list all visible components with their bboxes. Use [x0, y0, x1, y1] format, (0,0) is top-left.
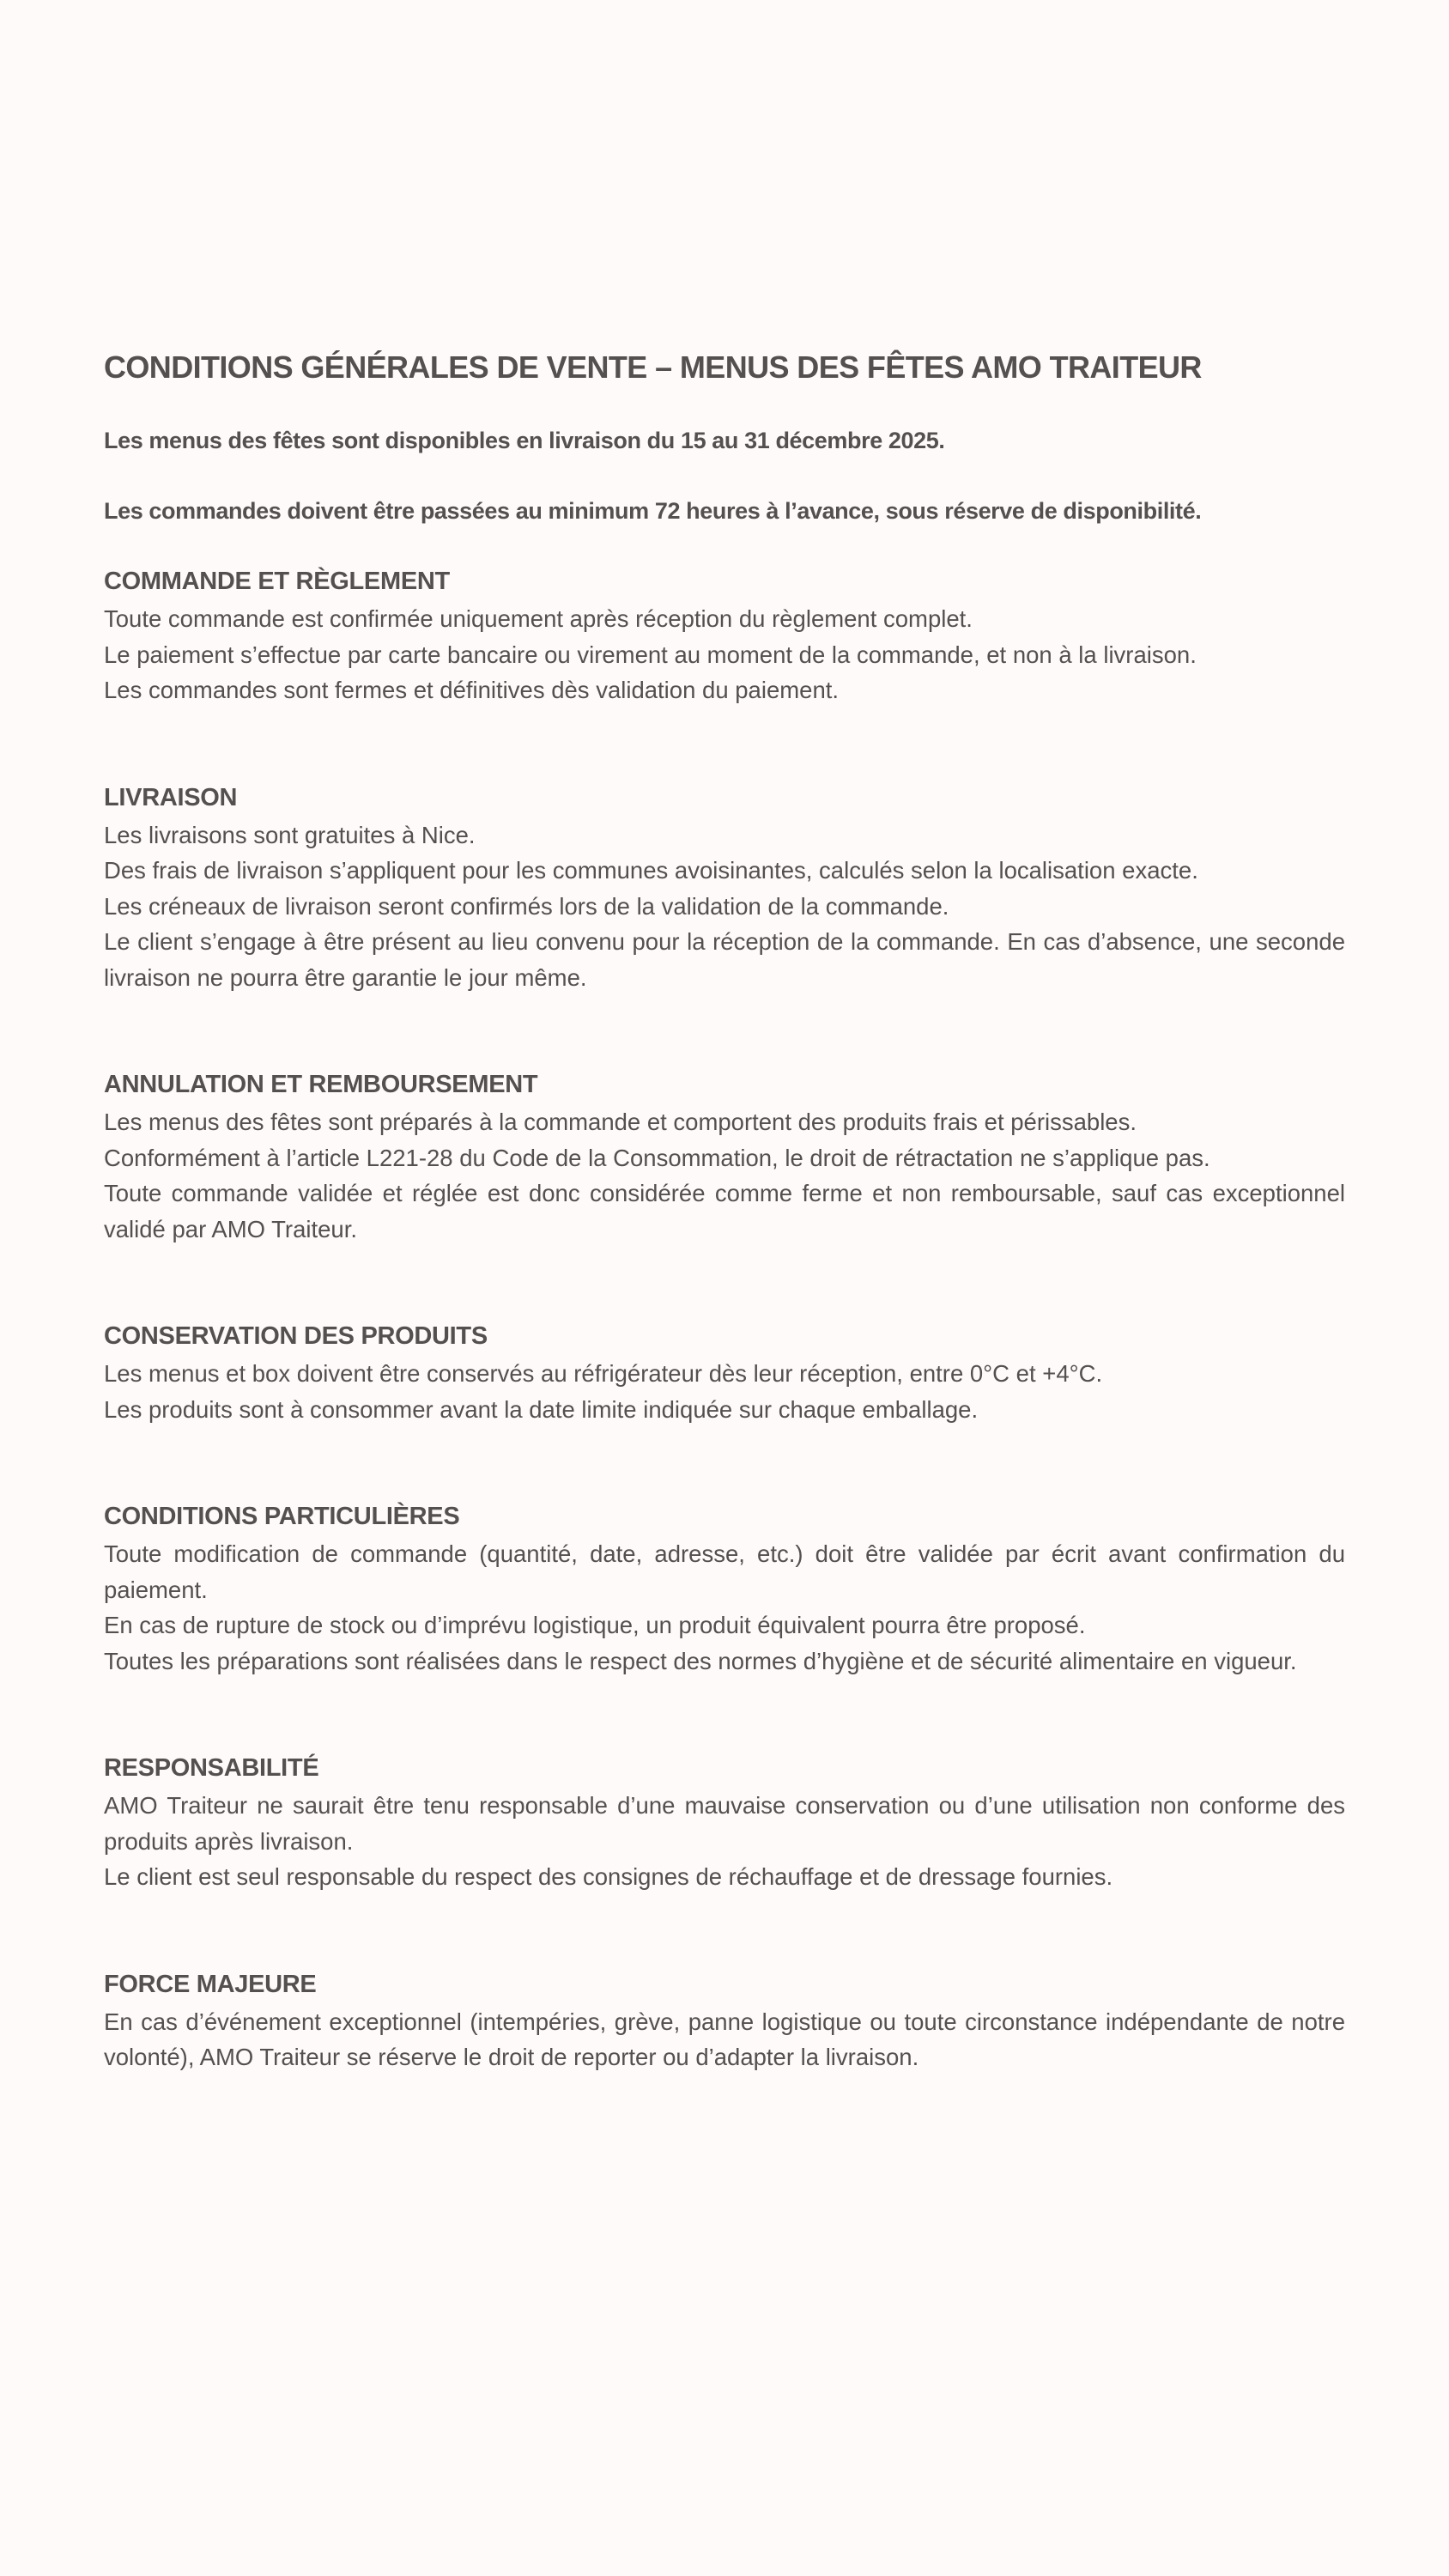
section-force-majeure [104, 1967, 1345, 2075]
section-paragraph: Le client s’engage à être présent au lieu convenu pour la réception de la commande. En cas d’absence, une seconde livraison ne pourra être garantie le jour même. [104, 928, 1345, 991]
page-title: CONDITIONS GÉNÉRALES DE VENTE – MENUS DES FÊTES AMO TRAITEUR [104, 349, 1202, 385]
section-paragraph: En cas d’événement exceptionnel (intempéries, grève, panne logistique ou toute circonstance indépendante de notre volonté), AMO Traiteur se réserve le droit de reporter ou d’adapter la livraison. [104, 2008, 1345, 2070]
section-paragraph: Les menus des fêtes sont préparés à la commande et comportent des produits frais et périssables. [104, 1109, 1137, 1135]
section-heading: RESPONSABILITÉ [104, 1754, 319, 1782]
section-heading: CONDITIONS PARTICULIÈRES [104, 1503, 460, 1530]
section-paragraph: Toute modification de commande (quantité, date, adresse, etc.) doit être validée par écrit avant confirmation du paiement. [104, 1540, 1345, 1603]
section-paragraph: Les menus et box doivent être conservés au réfrigérateur dès leur réception, entre 0°C et +4°C. [104, 1360, 1103, 1387]
section-paragraph: Toutes les préparations sont réalisées dans le respect des normes d’hygiène et de sécurité alimentaire en vigueur. [104, 1647, 1297, 1674]
section-conservation-produits [104, 1319, 1345, 1427]
section-paragraph: Conformément à l’article L221-28 du Code de la Consommation, le droit de rétractation ne s’applique pas. [104, 1144, 1210, 1171]
section-heading: LIVRAISON [104, 783, 238, 811]
section-livraison [104, 781, 1345, 996]
section-paragraph: Le paiement s’effectue par carte bancaire ou virement au moment de la commande, et non à la livraison. [104, 641, 1197, 668]
section-paragraph: Toute commande validée et réglée est donc considérée comme ferme et non remboursable, sauf cas exceptionnel validé par AMO Traiteur. [104, 1180, 1345, 1242]
section-paragraph: Les créneaux de livraison seront confirmés lors de la validation de la commande. [104, 892, 949, 920]
intro-order-deadline: Les commandes doivent être passées au minimum 72 heures à l’avance, sous réserve de disponibilité. [104, 498, 1202, 524]
section-paragraph: Toute commande est confirmée uniquement après réception du règlement complet. [104, 605, 973, 632]
section-heading: CONSERVATION DES PRODUITS [104, 1322, 488, 1350]
terms-document [104, 348, 1345, 2075]
section-commande-reglement [104, 564, 1345, 708]
section-paragraph: Les produits sont à consommer avant la date limite indiquée sur chaque emballage. [104, 1395, 979, 1423]
section-responsabilite [104, 1751, 1345, 1895]
section-paragraph: Le client est seul responsable du respect des consignes de réchauffage et de dressage fournies. [104, 1863, 1113, 1890]
section-paragraph: Les commandes sont fermes et définitives dès validation du paiement. [104, 677, 840, 703]
intro-delivery-dates: Les menus des fêtes sont disponibles en livraison du 15 au 31 décembre 2025. [104, 428, 945, 453]
section-heading: COMMANDE ET RÈGLEMENT [104, 568, 450, 595]
section-heading: ANNULATION ET REMBOURSEMENT [104, 1071, 538, 1098]
section-heading: FORCE MAJEURE [104, 1970, 317, 1998]
section-annulation-remboursement [104, 1067, 1345, 1247]
section-conditions-particulieres [104, 1499, 1345, 1679]
section-paragraph: AMO Traiteur ne saurait être tenu responsable d’une mauvaise conservation ou d’une utilisation non conforme des produits après livraison. [104, 1792, 1345, 1855]
section-paragraph: En cas de rupture de stock ou d’imprévu logistique, un produit équivalent pourra être proposé. [104, 1612, 1086, 1638]
section-paragraph: Les livraisons sont gratuites à Nice. [104, 821, 476, 848]
section-paragraph: Des frais de livraison s’appliquent pour les communes avoisinantes, calculés selon la localisation exacte. [104, 857, 1198, 884]
